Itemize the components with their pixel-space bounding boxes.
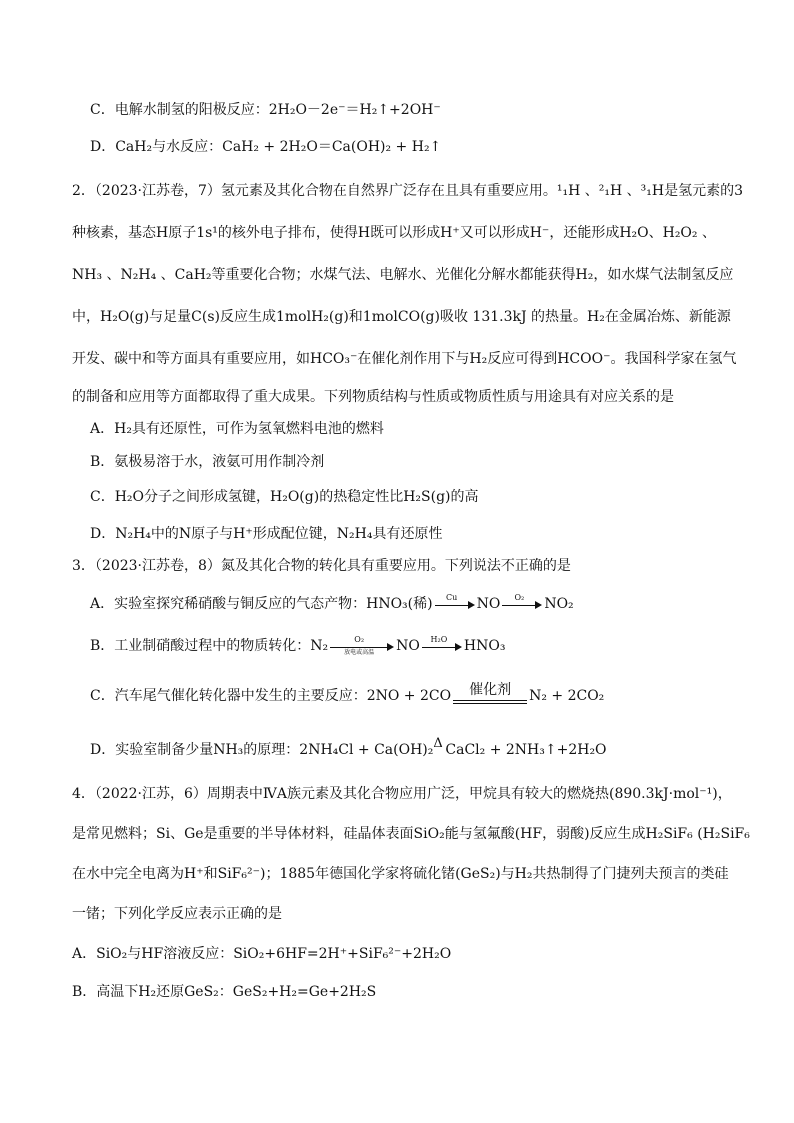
q3b-prefix: B．工业制硝酸过程中的物质转化：N₂ [90, 638, 329, 654]
q3c-prefix: C．汽车尾气催化转化器中发生的主要反应：2NO + 2CO [90, 688, 452, 704]
q3d-heat-symbol [433, 736, 445, 760]
q3a-arrow-cu-label: Cu [445, 593, 458, 602]
question-2-line-4: 中，H₂O(g)与足量C(s)反应生成1molH₂(g)和1molCO(g)吸收 131.3kJ 的热量。H₂在金属冶炼、新能源 [72, 309, 731, 325]
question-4-line-3: 在水中完全电离为H⁺和SiF₆²⁻)；1885年德国化学家将硫化锗(GeS₂)与H₂共热制得了门捷列夫预言的类硅 [72, 866, 729, 882]
option-d-cah2: D．CaH₂与水反应：CaH₂ + 2H₂O＝Ca(OH)₂ + H₂↑ [90, 139, 442, 155]
question-2-option-c: C．H₂O分子之间形成氢键，H₂O(g)的热稳定性比H₂S(g)的高 [90, 489, 479, 505]
q3a-mid: NO [476, 596, 501, 612]
q3b-arrow-o2 [330, 637, 394, 655]
question-3-option-b [90, 636, 750, 656]
q3a-end: NO₂ [544, 596, 574, 612]
q3b-arrow-condition: 放电或高温 [344, 649, 375, 656]
q3c-catalyst-label: 催化剂 [469, 682, 512, 698]
question-4-line-2: 是常见燃料；Si、Ge是重要的半导体材料，硅晶体表面SiO₂能与氢氟酸(HF，弱酸)反应生成H₂SiF₆ (H₂SiF₆ [72, 826, 750, 842]
question-2-option-d: D．N₂H₄中的N原子与H⁺形成配位键，N₂H₄具有还原性 [90, 526, 443, 542]
q3c-equals-catalyst [453, 682, 527, 710]
question-2-line-5: 开发、碳中和等方面具有重要应用，如HCO₃⁻在催化剂作用下与H₂反应可得到HCOO⁻。我国科学家在氢气 [72, 351, 737, 367]
question-4-option-b: B．高温下H₂还原GeS₂：GeS₂+H₂=Ge+2H₂S [72, 984, 377, 1000]
q3a-arrow-o2 [502, 595, 542, 613]
option-c-electrolysis: C．电解水制氢的阳极反应：2H₂O－2e⁻＝H₂↑+2OH⁻ [90, 102, 441, 118]
question-4-line-4: 一锗；下列化学反应表示正确的是 [72, 906, 282, 922]
question-3-option-c [90, 682, 750, 710]
q3d-prefix: D．实验室制备少量NH₃的原理：2NH₄Cl + Ca(OH)₂ [90, 742, 434, 758]
q3a-arrow-o2-label: O₂ [514, 593, 525, 602]
q3b-arrow-h2o [422, 637, 462, 655]
q3a-arrow-cu [435, 595, 475, 613]
question-2-line-3: NH₃ 、N₂H₄ 、CaH₂等重要化合物；水煤气法、电解水、光催化分解水都能获得H₂，如水煤气法制氢反应 [72, 267, 734, 283]
q3b-arrow-h2o-label: H₂O [430, 635, 448, 644]
question-3-option-a [90, 594, 750, 614]
question-2-line-2: 种核素，基态H原子1s¹的核外电子排布，使得H既可以形成H⁺又可以形成H⁻，还能形成H₂O、H₂O₂ 、 [72, 225, 716, 241]
q3c-end: N₂ + 2CO₂ [529, 688, 605, 704]
question-4-option-a: A．SiO₂与HF溶液反应：SiO₂+6HF=2H⁺+SiF₆²⁻+2H₂O [72, 946, 452, 962]
q3d-heat-label: Δ [433, 736, 443, 751]
question-2-option-a: A．H₂具有还原性，可作为氢氧燃料电池的燃料 [90, 421, 384, 437]
question-3-stem: 3．（2023·江苏卷，8）氮及其化合物的转化具有重要应用。下列说法不正确的是 [72, 558, 571, 574]
question-2-line-6: 的制备和应用等方面都取得了重大成果。下列物质结构与性质或物质性质与用途具有对应关系的是 [72, 389, 674, 405]
q3b-arrow-o2-label: O₂ [354, 635, 365, 644]
q3d-end: CaCl₂ + 2NH₃↑+2H₂O [445, 742, 607, 758]
q3b-mid: NO [396, 638, 420, 654]
question-3-option-d [90, 736, 750, 760]
question-4-line-1: 4．（2022·江苏，6）周期表中ⅣA族元素及其化合物应用广泛，甲烷具有较大的燃烧热(890.3kJ·mol⁻¹)， [72, 786, 732, 802]
q3a-prefix: A．实验室探究稀硝酸与铜反应的气态产物：HNO₃(稀) [90, 596, 433, 612]
q3b-end: HNO₃ [463, 638, 506, 654]
question-2-line-1: 2．（2023·江苏卷，7）氢元素及其化合物在自然界广泛存在且具有重要应用。¹₁H 、²₁H 、³₁H是氢元素的3 [72, 183, 743, 199]
question-2-option-b: B．氨极易溶于水，液氨可用作制冷剂 [90, 454, 325, 470]
